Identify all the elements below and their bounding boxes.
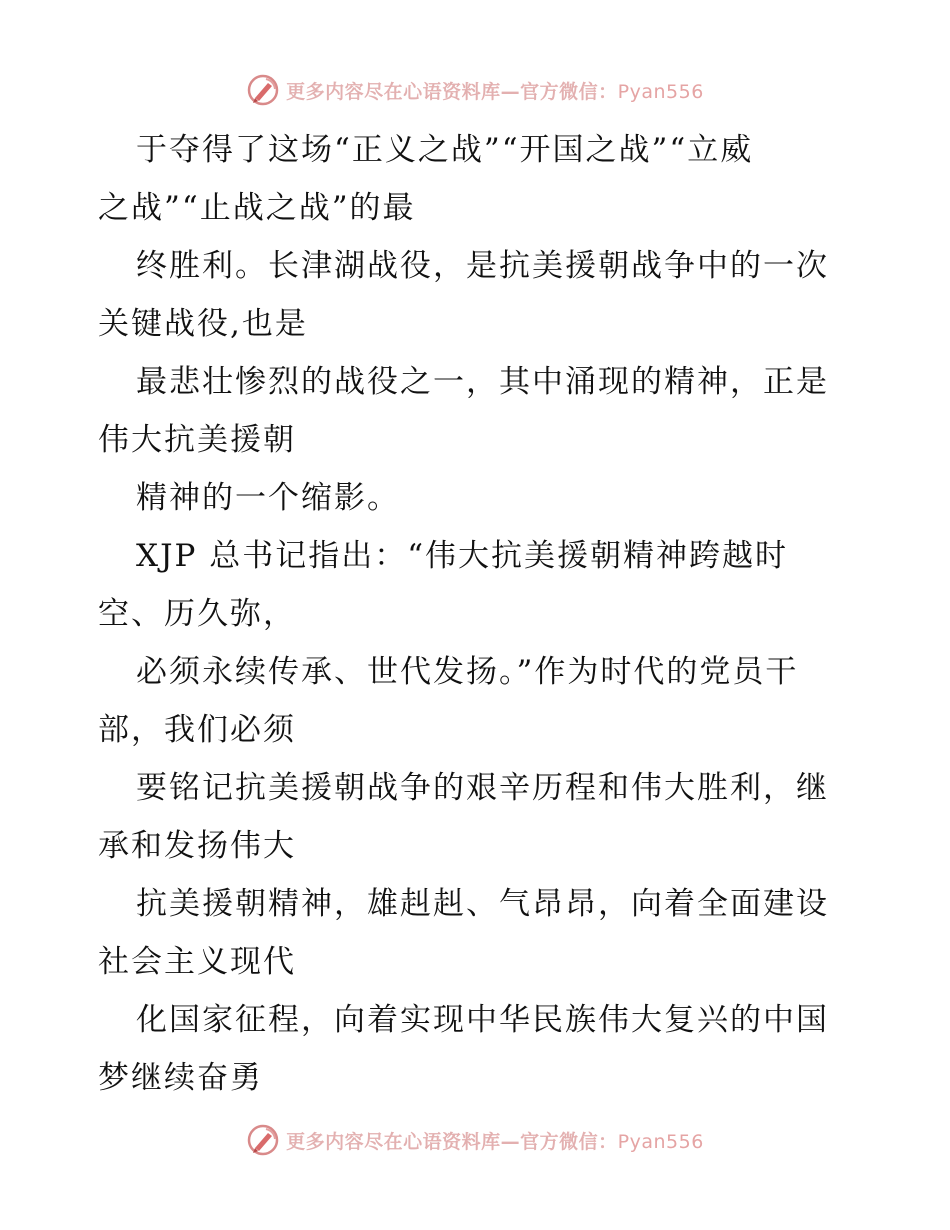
text-line: 之战”“止战之战”的最 — [98, 190, 416, 226]
text-line: 精神的一个缩影。 — [136, 480, 400, 516]
document-body — [98, 121, 858, 1107]
header-banner-text: 更多内容尽在心语资料库—官方微信：Pyan556 — [286, 80, 704, 103]
footer-wechat-id: Pyan556 — [617, 1130, 704, 1153]
text-line: 社会主义现代 — [98, 944, 296, 980]
text-line: 空、历久弥， — [98, 596, 296, 632]
text-line: 必须永续传承、世代发扬。”作为时代的党员干 — [136, 654, 799, 690]
text-line: 终胜利。长津湖战役，是抗美援朝战争中的一次 — [136, 248, 829, 284]
footer-banner-text: 更多内容尽在心语资料库—官方微信：Pyan556 — [286, 1130, 704, 1153]
text-line: 最悲壮惨烈的战役之一，其中涌现的精神，正是 — [136, 364, 829, 400]
text-line: XJP 总书记指出：“伟大抗美援朝精神跨越时 — [136, 538, 789, 574]
text-line: 梦继续奋勇 — [98, 1060, 263, 1096]
header-wechat-id: Pyan556 — [617, 80, 704, 103]
pen-logo-icon — [246, 1123, 280, 1157]
text-line: 抗美援朝精神，雄赳赳、气昂昂，向着全面建设 — [136, 886, 829, 922]
text-line: 关键战役,也是 — [98, 306, 308, 342]
text-line: 部，我们必须 — [98, 712, 296, 748]
header-banner — [0, 70, 950, 110]
text-line: 要铭记抗美援朝战争的艰辛历程和伟大胜利，继 — [136, 770, 829, 806]
text-line: 于夺得了这场“正义之战”“开国之战”“立威 — [136, 132, 754, 168]
text-line: 伟大抗美援朝 — [98, 422, 296, 458]
pen-logo-icon — [246, 73, 280, 107]
text-line: 承和发扬伟大 — [98, 828, 296, 864]
footer-banner — [0, 1120, 950, 1160]
text-line: 化国家征程，向着实现中华民族伟大复兴的中国 — [136, 1002, 829, 1038]
